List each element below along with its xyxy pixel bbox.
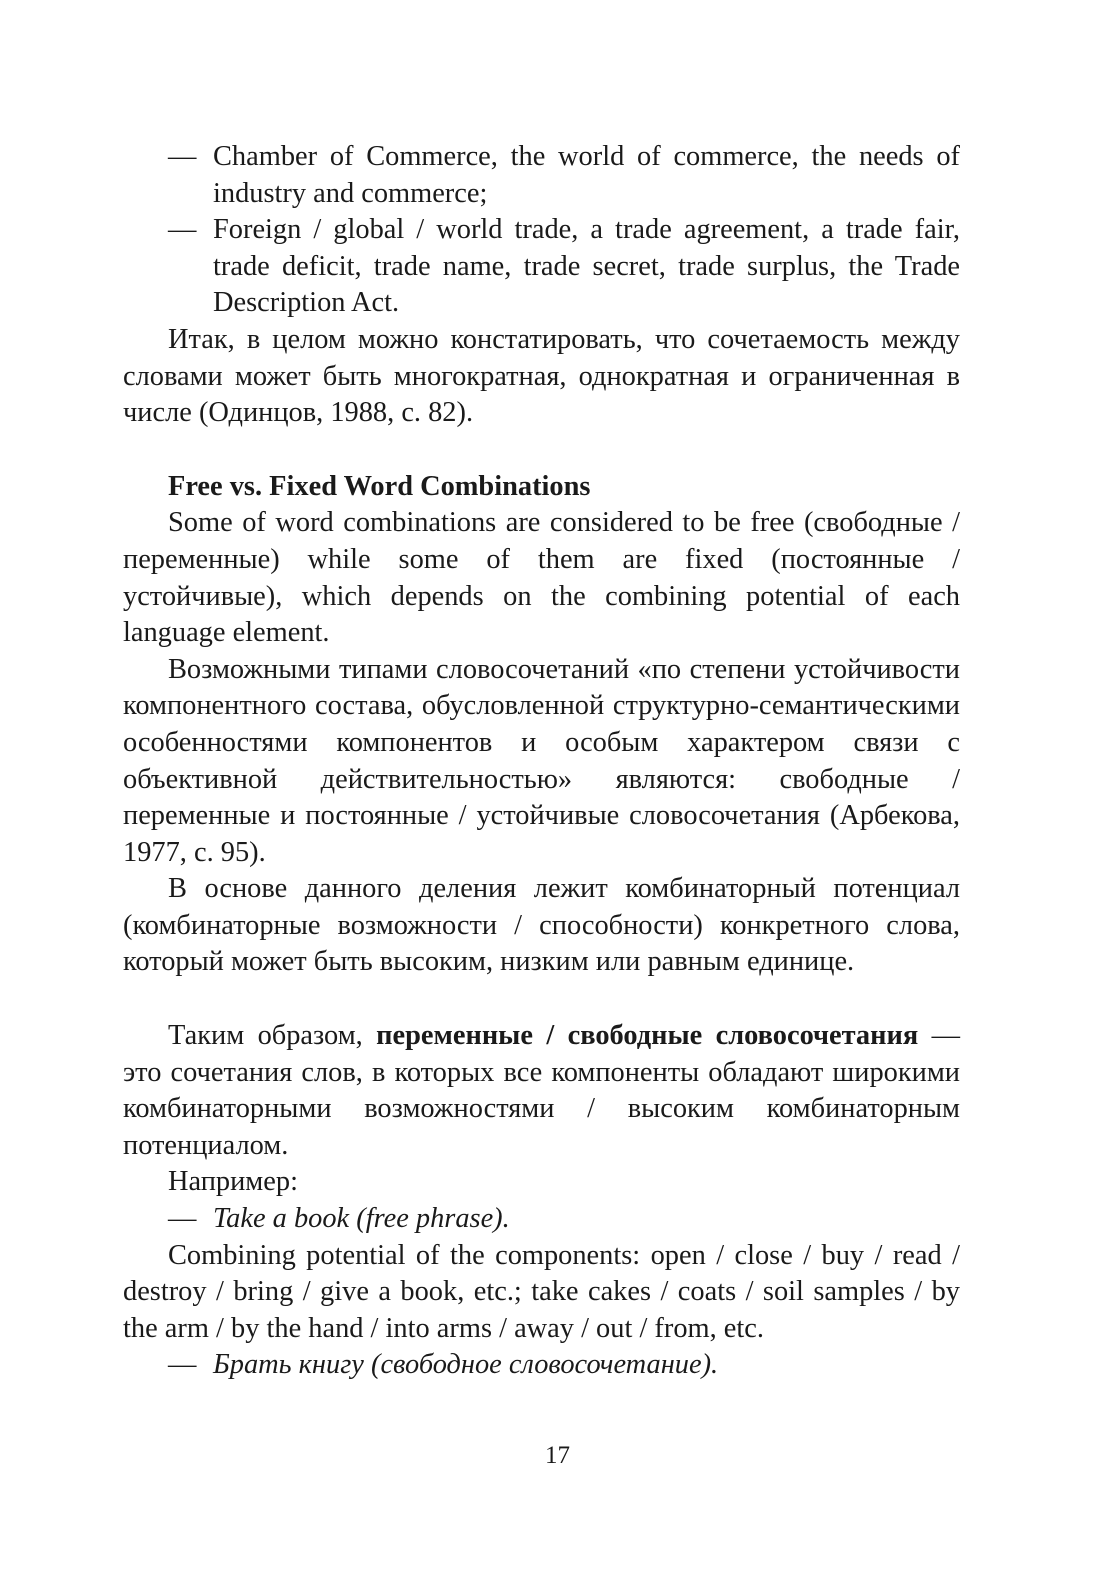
spacer (123, 432, 960, 469)
page-number: 17 (545, 1442, 570, 1469)
list-item (168, 212, 960, 322)
list-item-text: Chamber of Commerce, the world of commerce, the needs of industry and commerce; (213, 141, 960, 209)
example-ru: Брать книгу (свободное словосочетание). (213, 1349, 719, 1381)
example-ru-item (168, 1347, 960, 1384)
example-label: Например: (168, 1166, 298, 1198)
dash-bullet: — (168, 1203, 197, 1235)
example-en: Take a book (free phrase). (213, 1203, 510, 1235)
dash-bullet: — (168, 214, 197, 246)
list-item (168, 139, 960, 212)
list-item-text: Foreign / global / world trade, a trade agreement, a trade fair, trade deficit, trade name, trade secret, trade surplus, the Trade Description Act. (213, 214, 960, 319)
paragraph-free-fixed: Some of word combinations are considered to be free (свободные / переменные) while some of them are fixed (постоянные / устойчивые), which depends on the combining potential of each language element. (123, 507, 960, 649)
definition-rest: — это сочетания слов, в которых все компоненты обладают широкими комбинаторными возможностями / высоким комбинаторным потенциалом. (123, 1020, 960, 1161)
spacer (123, 981, 960, 1018)
page-content (123, 139, 960, 1384)
paragraph-definition (123, 1018, 960, 1164)
section-heading: Free vs. Fixed Word Combinations (168, 470, 591, 502)
example-en-item (168, 1201, 960, 1238)
paragraph-combining: Combining potential of the components: open / close / buy / read / destroy / bring / give a book, etc.; take cakes / coats / soil samples / by the arm / by the hand / into arms / away / out / from, etc. (123, 1239, 960, 1344)
paragraph-summary: Итак, в целом можно констатировать, что сочетаемость между словами может быть многократная, однократная и ограниченная в числе (Одинцов, 1988, с. 82). (123, 323, 960, 429)
paragraph-basis: В основе данного деления лежит комбинаторный потенциал (комбинаторные возможности / способности) конкретного слова, который может быть высоким, низким или равным единице. (123, 873, 960, 978)
definition-term: переменные / свободные словосочетания (376, 1020, 919, 1052)
dash-bullet: — (168, 1349, 197, 1381)
dash-bullet: — (168, 141, 197, 172)
definition-lead: Таким образом, (168, 1020, 377, 1052)
paragraph-types: Возможными типами словосочетаний «по степени устойчивости компонентного состава, обусловленной структурно-семантическими особенностями компонентов и особым характером связи с объективной действительностью» являются: свободные / переменные и постоянные / устойчивые словосочетания (Арбекова, 1977, с. 95). (123, 653, 960, 868)
